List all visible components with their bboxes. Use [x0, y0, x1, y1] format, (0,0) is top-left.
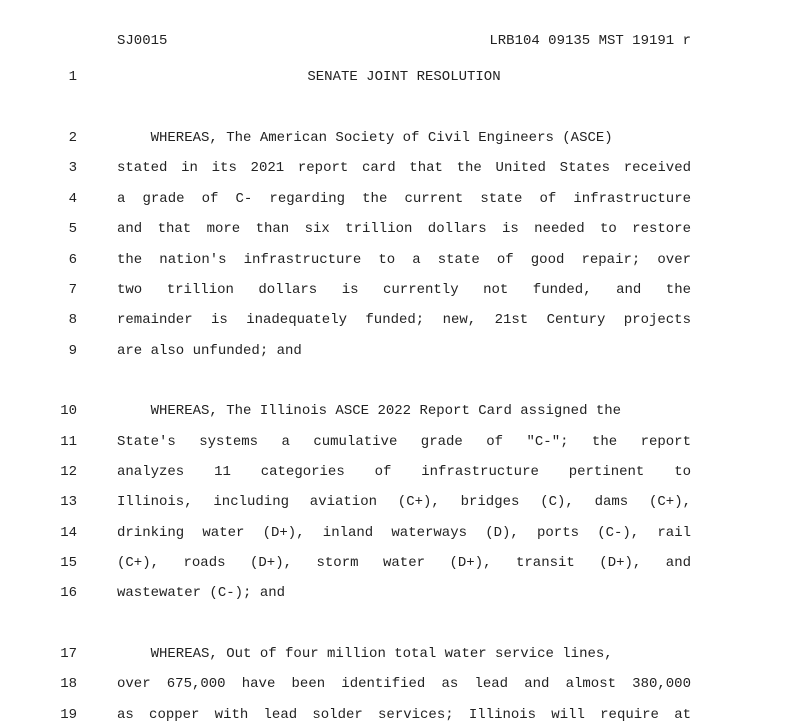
line-number: 13: [60, 494, 77, 510]
line-text: the nation's infrastructure to a state of good repair; over: [117, 252, 691, 268]
line-text: (C+), roads (D+), storm water (D+), transit (D+), and: [117, 555, 691, 571]
line-text: drinking water (D+), inland waterways (D), ports (C-), rail: [117, 525, 691, 541]
document-line: [0, 311, 797, 329]
document-line: [0, 220, 797, 238]
line-text: two trillion dollars is currently not funded, and the: [117, 282, 691, 298]
document-line: [0, 129, 797, 147]
line-number: 10: [60, 403, 77, 419]
document-line: [0, 524, 797, 542]
bill-id: SJ0015: [117, 33, 168, 49]
line-number: 4: [68, 191, 77, 207]
line-number: 18: [60, 676, 77, 692]
line-text: analyzes 11 categories of infrastructure pertinent to: [117, 464, 691, 480]
line-number: 15: [60, 555, 77, 571]
line-text: wastewater (C-); and: [117, 585, 286, 601]
line-text: are also unfunded; and: [117, 343, 302, 359]
document-line: [0, 402, 797, 420]
document-line: [0, 463, 797, 481]
document-line: [0, 433, 797, 451]
document-line: [0, 584, 797, 602]
document-line: [0, 493, 797, 511]
document-line: [0, 159, 797, 177]
line-number: 19: [60, 707, 77, 723]
line-text: WHEREAS, The Illinois ASCE 2022 Report Card assigned the: [117, 403, 622, 419]
line-text: remainder is inadequately funded; new, 21st Century projects: [117, 312, 691, 328]
line-number: 12: [60, 464, 77, 480]
document-header: [117, 33, 691, 51]
line-number: 7: [68, 282, 77, 298]
line-text: State's systems a cumulative grade of "C-"; the report: [117, 434, 691, 450]
line-number: 9: [68, 343, 77, 359]
line-number: 8: [68, 312, 77, 328]
line-text: stated in its 2021 report card that the United States received: [117, 160, 691, 176]
line-number: 3: [68, 160, 77, 176]
line-text: over 675,000 have been identified as lead and almost 380,000: [117, 676, 691, 692]
line-number: 16: [60, 585, 77, 601]
line-number: 17: [60, 646, 77, 662]
line-text: WHEREAS, Out of four million total water service lines,: [117, 646, 613, 662]
line-text: as copper with lead solder services; Illinois will require at: [117, 707, 691, 723]
document-line: [0, 251, 797, 269]
document-line: [0, 645, 797, 663]
document-line: [0, 554, 797, 572]
document-line: [0, 190, 797, 208]
line-number: 2: [68, 130, 77, 146]
line-text: WHEREAS, The American Society of Civil Engineers (ASCE): [117, 130, 613, 146]
document-line: [0, 342, 797, 360]
lrb-number: LRB104 09135 MST 19191 r: [489, 33, 691, 49]
document-line: [0, 281, 797, 299]
line-number: 11: [60, 434, 77, 450]
line-number: 5: [68, 221, 77, 237]
document-line: [0, 675, 797, 693]
resolution-title: SENATE JOINT RESOLUTION: [307, 69, 501, 85]
line-number: 6: [68, 252, 77, 268]
line-text: Illinois, including aviation (C+), bridges (C), dams (C+),: [117, 494, 691, 510]
line-text: a grade of C- regarding the current state of infrastructure: [117, 191, 691, 207]
document-line: [0, 706, 797, 724]
line-number: 1: [68, 69, 77, 85]
line-number: 14: [60, 525, 77, 541]
document-line: [0, 68, 797, 86]
line-text: and that more than six trillion dollars is needed to restore: [117, 221, 691, 237]
